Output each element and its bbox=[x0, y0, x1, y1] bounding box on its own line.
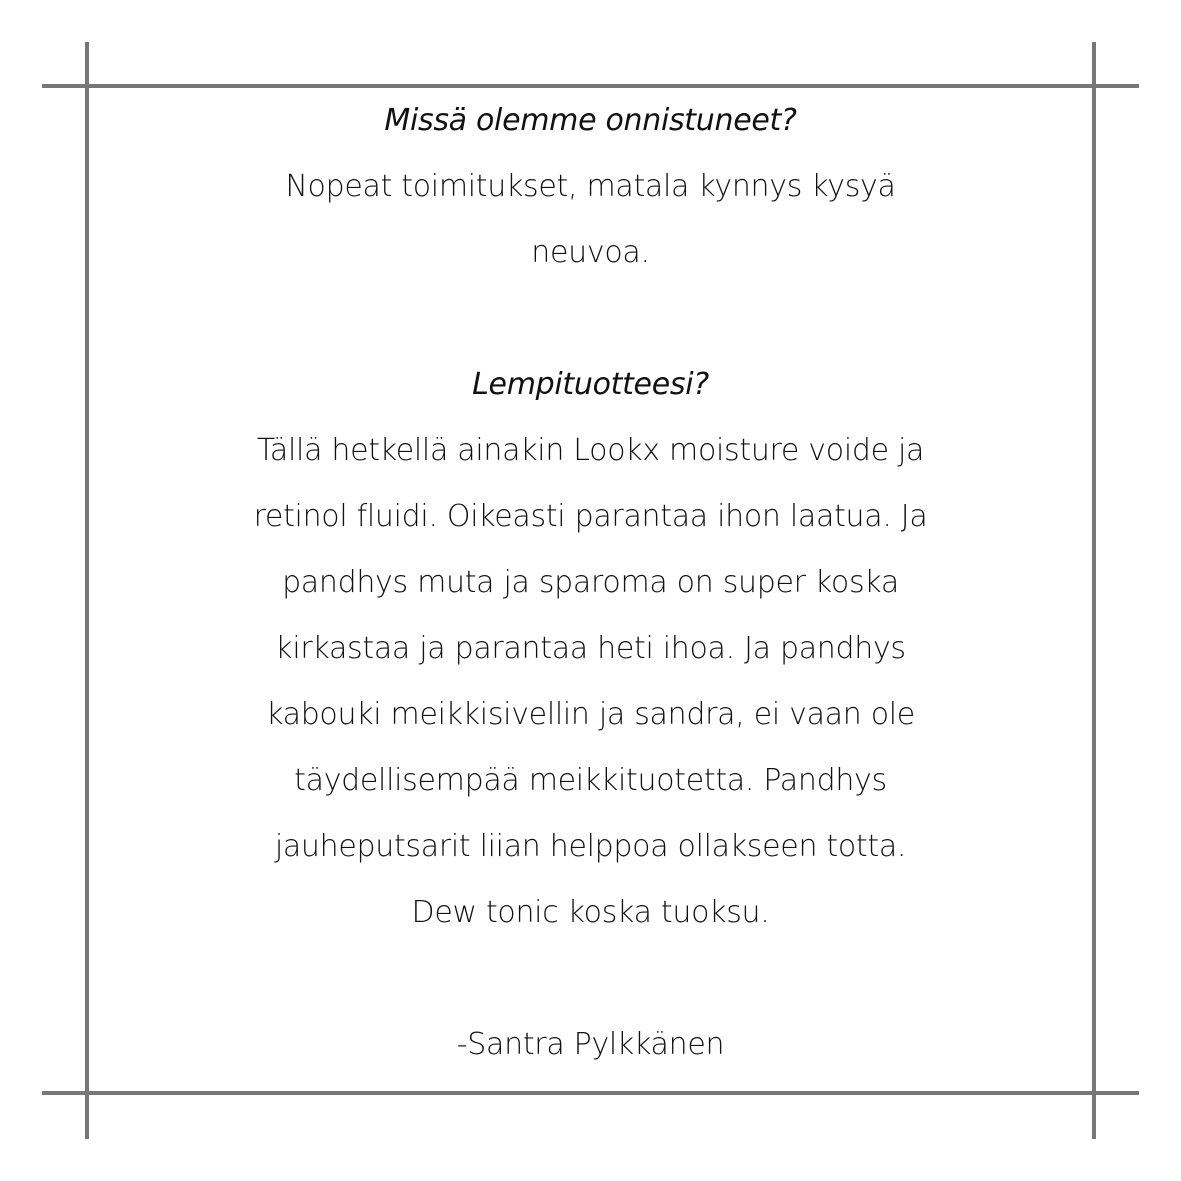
question-heading-2: Lempituotteesi? bbox=[472, 367, 709, 402]
signature: -Santra Pylkkänen bbox=[456, 1027, 725, 1062]
answer-line: Nopeat toimitukset, matala kynnys kysyä bbox=[285, 169, 896, 204]
answer-line: täydellisempää meikkituotetta. Pandhys bbox=[294, 763, 887, 798]
answer-line: retinol fluidi. Oikeasti parantaa ihon laatua. Ja bbox=[253, 499, 928, 534]
question-heading-1: Missä olemme onnistuneet? bbox=[384, 103, 797, 138]
spacer bbox=[89, 286, 1092, 352]
answer-line: neuvoa. bbox=[531, 235, 650, 270]
answer-line: Tällä hetkellä ainakin Lookx moisture voide ja bbox=[256, 433, 925, 468]
spacer bbox=[89, 946, 1092, 1012]
answer-line: jauheputsarit liian helppoa ollakseen totta. bbox=[274, 829, 907, 864]
answer-line: Dew tonic koska tuoksu. bbox=[411, 895, 770, 930]
answer-line: kirkastaa ja parantaa heti ihoa. Ja pandhys bbox=[275, 631, 906, 666]
frame-bottom-line bbox=[42, 1091, 1139, 1095]
answer-line: kabouki meikkisivellin ja sandra, ei vaan ole bbox=[266, 697, 915, 732]
answer-line: pandhys muta ja sparoma on super koska bbox=[282, 565, 899, 600]
testimonial-text bbox=[89, 88, 1092, 1078]
frame-right-line bbox=[1092, 42, 1096, 1139]
